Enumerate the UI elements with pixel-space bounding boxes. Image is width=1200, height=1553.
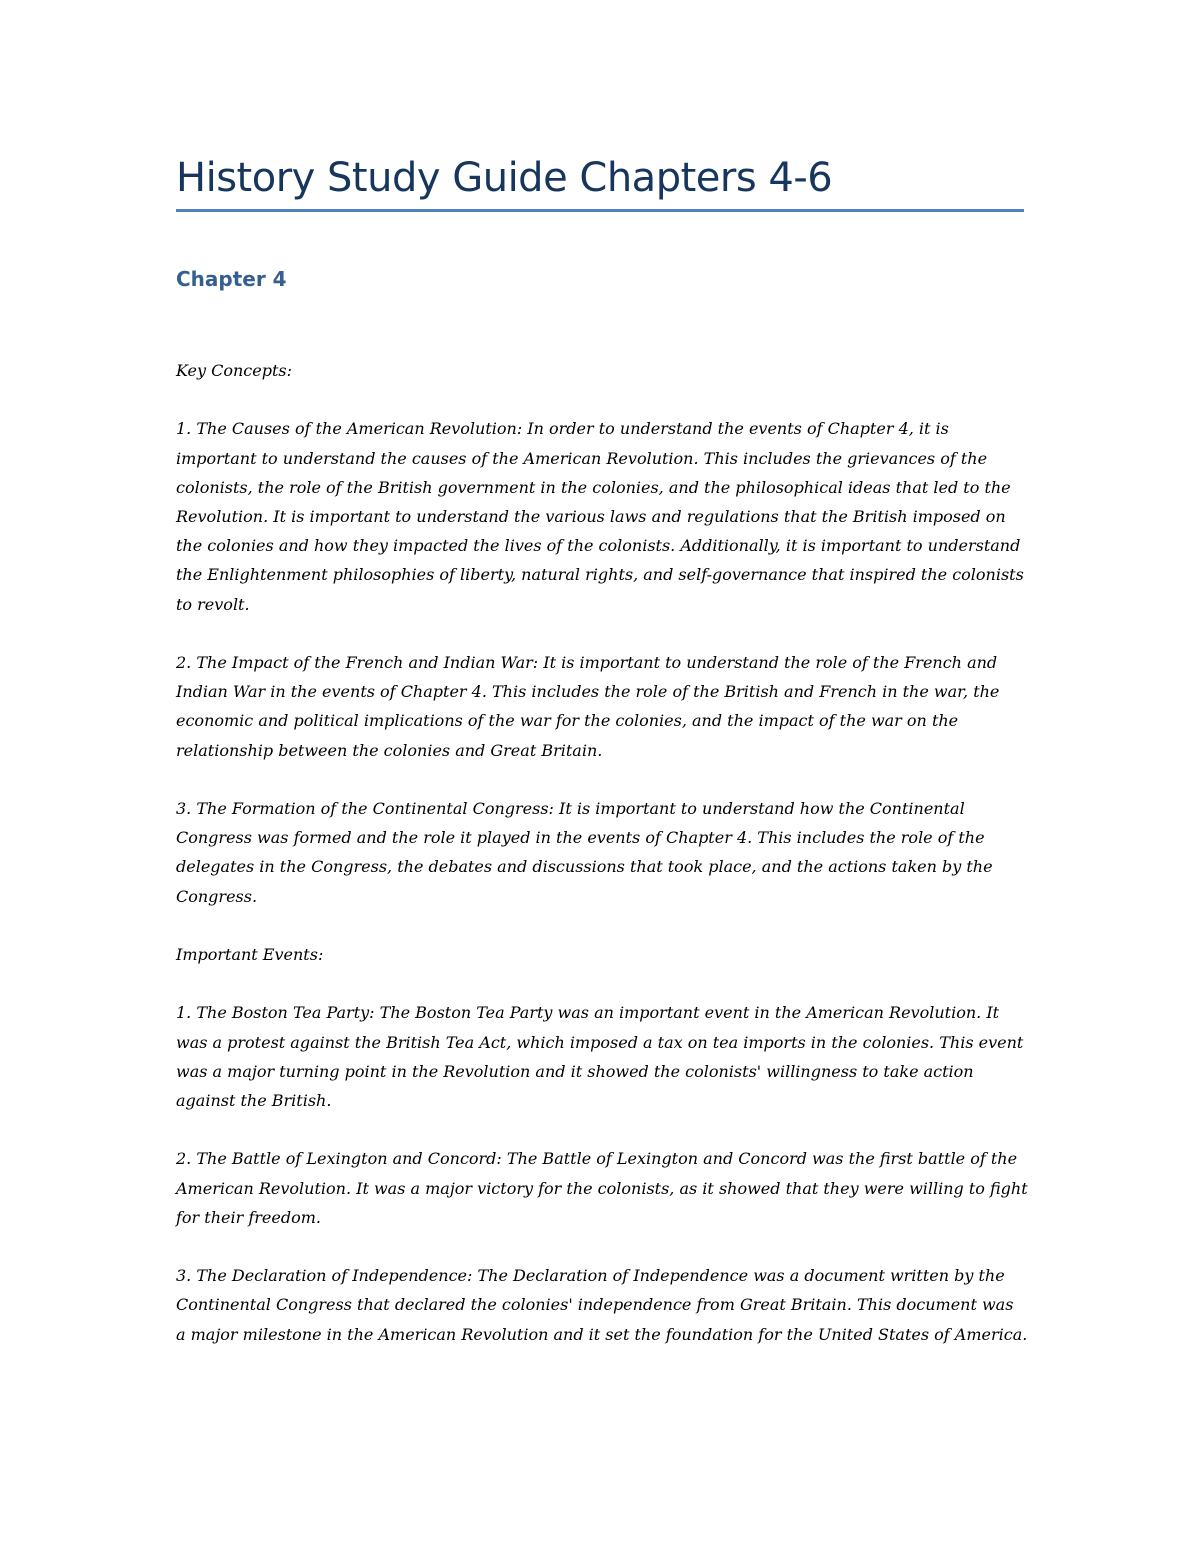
important-events-label: Important Events:	[176, 945, 324, 964]
document-body	[176, 356, 1028, 1378]
key-concepts-label: Key Concepts:	[176, 361, 292, 380]
important-event-item: 3. The Declaration of Independence: The Declaration of Independence was a document written by the Continental Congress that declared the colonies' independence from Great Britain. This document was a major milestone in the American Revolution and it set the foundation for the United States of America.	[176, 1266, 1028, 1344]
chapter-heading: Chapter 4	[176, 267, 287, 291]
key-concept-item: 2. The Impact of the French and Indian War: It is important to understand the role of the French and Indian War in the events of Chapter 4. This includes the role of the British and French in the war, the economic and political implications of the war for the colonies, and the impact of the war on the relationship between the colonies and Great Britain.	[176, 653, 1000, 760]
key-concept-item: 1. The Causes of the American Revolution: In order to understand the events of Chapter 4, it is important to understand the causes of the American Revolution. This includes the grievances of the colonists, the role of the British government in the colonies, and the philosophical ideas that led to the Revolution. It is important to understand the various laws and regulations that the British imposed on the colonies and how they impacted the lives of the colonists. Additionally, it is important to understand the Enlightenment philosophies of liberty, natural rights, and self-governance that inspired the colonists to revolt.	[176, 419, 1024, 614]
key-concept-item: 3. The Formation of the Continental Congress: It is important to understand how the Continental Congress was formed and the role it played in the events of Chapter 4. This includes the role of the delegates in the Congress, the debates and discussions that took place, and the actions taken by the Congress.	[176, 799, 993, 906]
important-event-item: 2. The Battle of Lexington and Concord: The Battle of Lexington and Concord was the first battle of the American Revolution. It was a major victory for the colonists, as it showed that they were willing to fight for their freedom.	[176, 1149, 1028, 1227]
title-underline	[176, 209, 1024, 212]
document-title: History Study Guide Chapters 4-6	[176, 155, 833, 201]
important-event-item: 1. The Boston Tea Party: The Boston Tea Party was an important event in the American Revolution. It was a protest against the British Tea Act, which imposed a tax on tea imports in the colonies. This event was a major turning point in the Revolution and it showed the colonists' willingness to take action against the British.	[176, 1003, 1024, 1110]
